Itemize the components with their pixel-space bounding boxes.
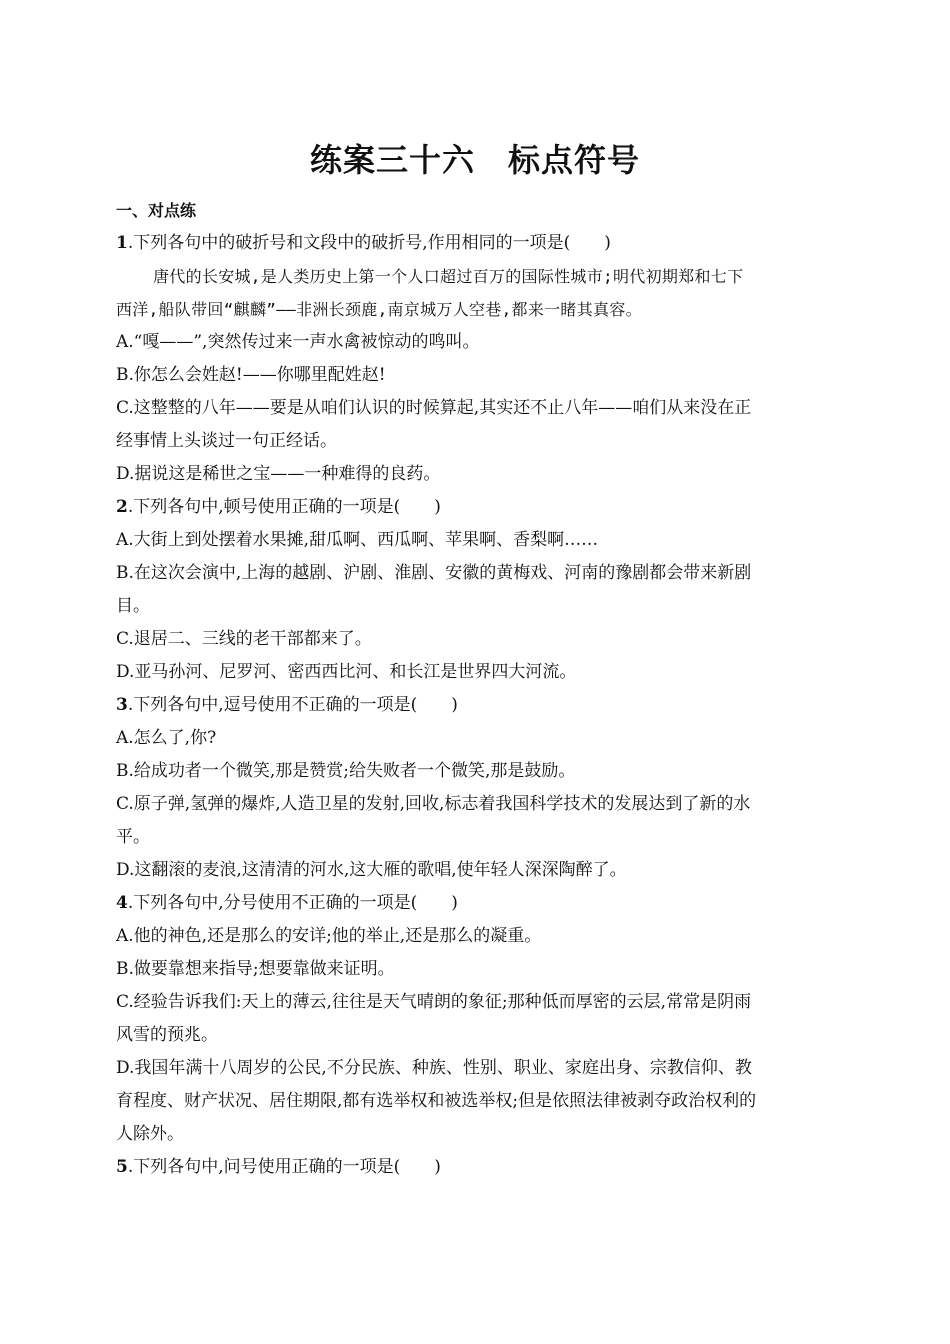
question-number: 2 xyxy=(116,497,128,517)
question-number: 3 xyxy=(116,695,128,715)
question-text: .下列各句中,顿号使用正确的一项是( ) xyxy=(127,497,441,517)
question-4-stem xyxy=(116,887,836,920)
question-1-option-c-line-2: 经事情上头谈过一句正经话。 xyxy=(116,431,337,451)
question-3-option-c-line-1: C.原子弹,氢弹的爆炸,人造卫星的发射,回收,标志着我国科学技术的发展达到了新的水 xyxy=(116,794,751,814)
question-2-stem xyxy=(116,491,836,524)
question-text: .下列各句中,逗号使用不正确的一项是( ) xyxy=(127,695,458,715)
question-1-passage-line-2: 西洋,船队带回“麒麟”——非洲长颈鹿,南京城万人空巷,都来一睹其真容。 xyxy=(116,300,642,319)
question-text: .下列各句中的破折号和文段中的破折号,作用相同的一项是( ) xyxy=(127,233,611,253)
question-3-option-d: D.这翻滚的麦浪,这清清的河水,这大雁的歌唱,使年轻人深深陶醉了。 xyxy=(116,860,627,880)
question-1-passage-line-1: 唐代的长安城,是人类历史上第一个人口超过百万的国际性城市;明代初期郑和七下 xyxy=(153,267,744,286)
question-1-option-c-line-1: C.这整整的八年——要是从咱们认识的时候算起,其实还不止八年——咱们从来没在正 xyxy=(116,398,752,418)
question-2-option-a: A.大街上到处摆着水果摊,甜瓜啊、西瓜啊、苹果啊、香梨啊…… xyxy=(116,530,599,550)
question-1-option-b: B.你怎么会姓赵!——你哪里配姓赵! xyxy=(116,365,386,385)
question-text: .下列各句中,分号使用不正确的一项是( ) xyxy=(127,893,458,913)
question-4-option-d-line-2: 育程度、财产状况、居住期限,都有选举权和被选举权;但是依照法律被剥夺政治权利的 xyxy=(116,1091,757,1111)
page-title: 练案三十六 标点符号 xyxy=(309,141,640,179)
question-2-option-c: C.退居二、三线的老干部都来了。 xyxy=(116,629,372,649)
question-4-option-b: B.做要靠想来指导;想要靠做来证明。 xyxy=(116,959,395,979)
question-2-option-d: D.亚马孙河、尼罗河、密西西比河、和长江是世界四大河流。 xyxy=(116,662,577,682)
question-3-option-b: B.给成功者一个微笑,那是赞赏;给失败者一个微笑,那是鼓励。 xyxy=(116,761,576,781)
question-3-stem xyxy=(116,689,836,722)
question-4-option-d-line-1: D.我国年满十八周岁的公民,不分民族、种族、性别、职业、家庭出身、宗教信仰、教 xyxy=(116,1058,752,1078)
question-4-option-a: A.他的神色,还是那么的安详;他的举止,还是那么的凝重。 xyxy=(116,926,542,946)
question-4-option-d-line-3: 人除外。 xyxy=(116,1124,184,1144)
question-3-option-a: A.怎么了,你? xyxy=(116,728,217,748)
question-number: 5 xyxy=(116,1157,128,1177)
question-number: 1 xyxy=(116,233,128,253)
question-1-stem xyxy=(116,227,836,260)
question-1-option-d: D.据说这是稀世之宝——一种难得的良药。 xyxy=(116,464,441,484)
question-2-option-b-line-1: B.在这次会演中,上海的越剧、沪剧、淮剧、安徽的黄梅戏、河南的豫剧都会带来新剧 xyxy=(116,563,752,583)
question-3-option-c-line-2: 平。 xyxy=(116,827,150,847)
question-number: 4 xyxy=(116,893,128,913)
question-4-option-c-line-2: 风雪的预兆。 xyxy=(116,1025,218,1045)
question-1-option-a: A.“嘎——”,突然传过来一声水禽被惊动的鸣叫。 xyxy=(116,332,480,352)
document-body xyxy=(116,194,836,1184)
question-2-option-b-line-2: 目。 xyxy=(116,596,150,616)
question-text: .下列各句中,问号使用正确的一项是( ) xyxy=(127,1157,441,1177)
question-5-stem xyxy=(116,1151,836,1184)
question-4-option-c-line-1: C.经验告诉我们:天上的薄云,往往是天气晴朗的象征;那种低而厚密的云层,常常是阴雨 xyxy=(116,992,752,1012)
section-heading: 一、对点练 xyxy=(116,201,197,220)
